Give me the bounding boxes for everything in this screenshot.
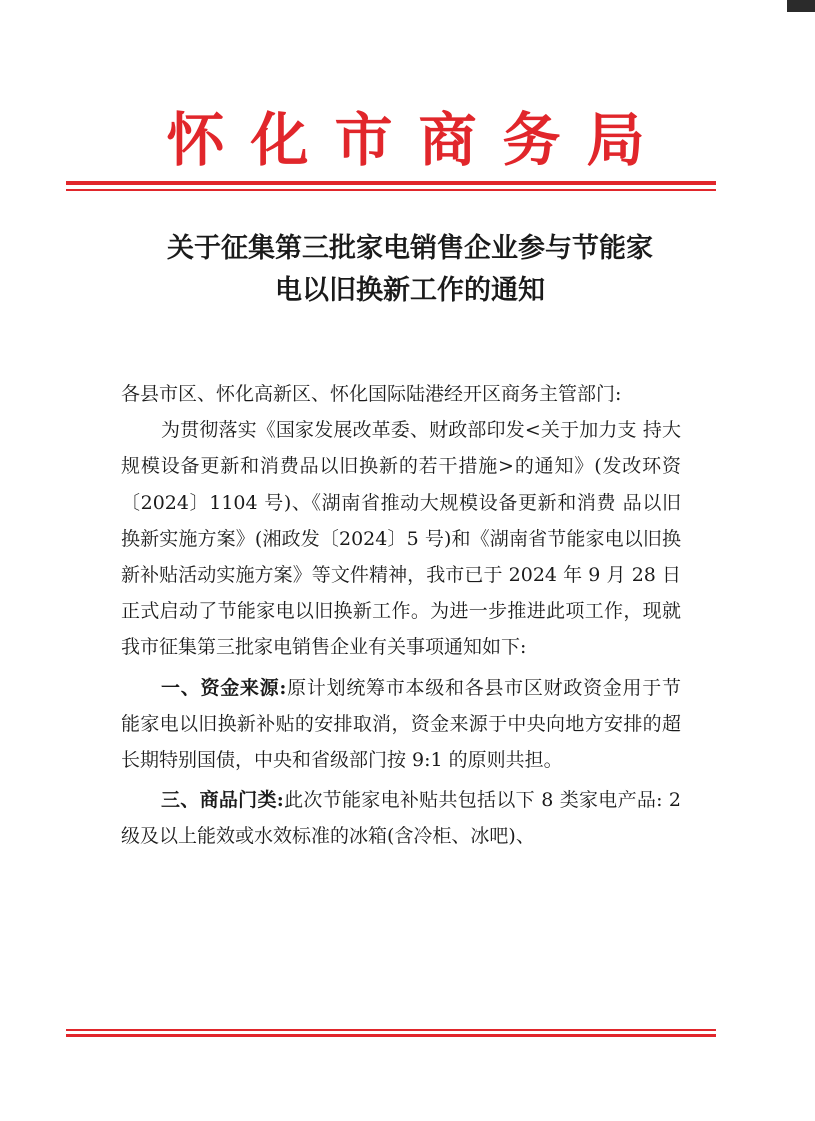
document-body bbox=[121, 376, 681, 855]
document-title-line2: 电以旧换新工作的通知 bbox=[275, 275, 545, 306]
intro-paragraph: 为贯彻落实《国家发展改革委、财政部印发<关于加力支 持大规模设备更新和消费品以旧换新的若干措施>的通知》(发改环资〔2024〕1104 号)、《湖南省推动大规模设备更新和消费 品以旧换新实施方案》(湘政发〔2024〕5 号)和《湖南省节能家电以旧换新补贴活动实施方案》等文件精神，我市已于 2024 年 9 月 28 日正式启动了节能家电以旧换新工作。为进一步推进此项工作，现就我市征集第三批家电销售企业有关事项通知如下: bbox=[121, 419, 681, 659]
section-funding-text: 原计划统筹市本级和各县市区财政资金用于节能家电以旧换新补贴的安排取消，资金来源于中央向地方安排的超长期特别国债，中央和省级部门按 9:1 的原则共担。 bbox=[121, 676, 681, 772]
section-funding-title: 一、资金来源: bbox=[161, 676, 287, 699]
footer-rule-thick bbox=[66, 1034, 716, 1037]
agency-header: 怀化市商务局 bbox=[166, 106, 671, 174]
section-categories-text: 此次节能家电补贴共包括以下 8 类家电产品: 2 级及以上能效或水效标准的冰箱(含冷柜、冰吧)、 bbox=[121, 789, 682, 848]
header-rule-thin bbox=[66, 189, 716, 191]
section-funding bbox=[121, 670, 681, 779]
header-rule-thick bbox=[66, 181, 716, 185]
scan-corner-mark bbox=[787, 0, 815, 12]
document-title-line1: 关于征集第三批家电销售企业参与节能家 bbox=[167, 233, 653, 264]
addressee: 各县市区、怀化高新区、怀化国际陆港经开区商务主管部门: bbox=[121, 383, 622, 405]
section-categories-title: 三、商品门类: bbox=[161, 789, 284, 812]
footer-rule-thin bbox=[66, 1029, 716, 1031]
section-categories bbox=[121, 782, 681, 854]
document-title bbox=[60, 228, 760, 312]
